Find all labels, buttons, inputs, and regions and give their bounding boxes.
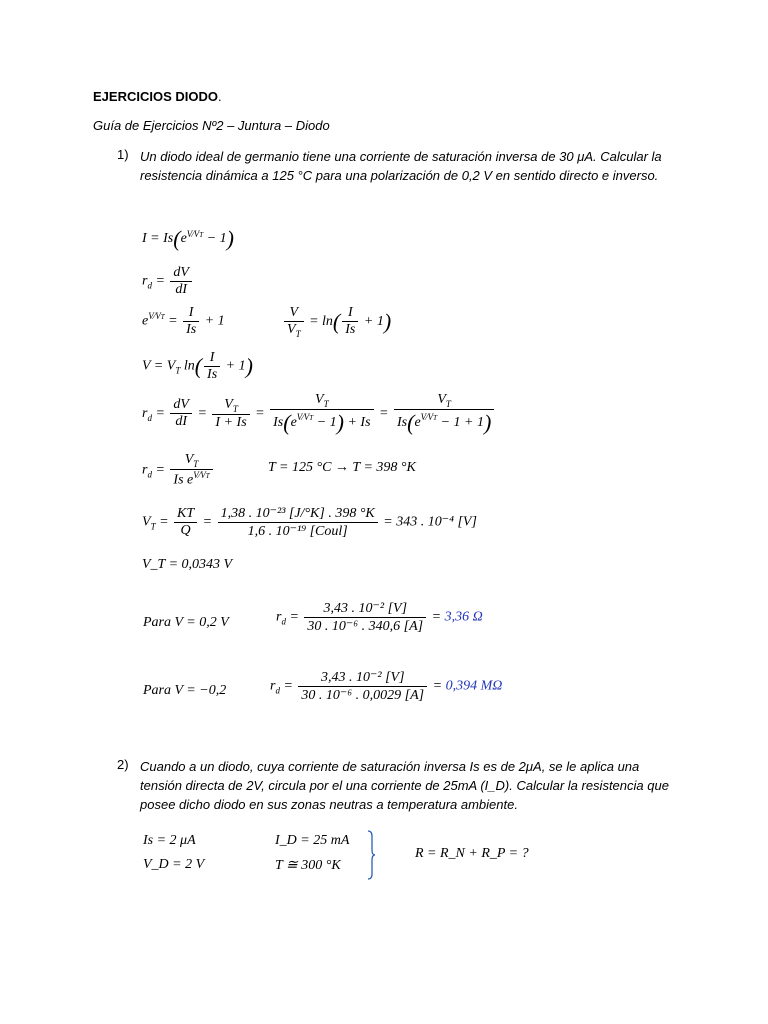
given-t: T ≅ 300 °K: [275, 858, 341, 873]
unknown-resistance: R = R_N + R_P = ?: [415, 846, 529, 861]
exercise-2-number: 2): [117, 757, 129, 772]
case-reverse-label: Para V = −0,2: [143, 683, 227, 698]
eq-rd-definition: $r_d$ = $\frac{dV}{dI}$: [142, 265, 194, 298]
case-forward-label: Para V = 0,2 V: [143, 615, 229, 630]
case-reverse-result: 0,394 MΩ: [445, 678, 503, 694]
eq-diode-current: $I = Is(e^{V⁄VT} - 1)$: [142, 226, 234, 251]
exercise-2-statement: Cuando a un diodo, cuya corriente de saturación inversa Is es de 2μA, se le aplica una tensión directa de 2V, circula por el una corriente de 25mA (I_D). Calcular la resistencia que posee dicho diodo en sus zonas neutras a temperatura ambiente.: [140, 759, 669, 812]
case-reverse-equation: $r_d$ = $\frac{\text{3,43 . 10⁻² [V]}}{\text{30 . 10⁻⁶ . 0,0029 [A]}}$ = 0,394 MΩ: [270, 670, 503, 703]
eq-ln-ratio: $\frac{V}{V_T}$ = ln( $\frac{I}{Is}$ + 1): [282, 305, 391, 339]
case-forward-result: 3,36 Ω: [444, 609, 483, 625]
case-forward-equation: $r_d$ = $\frac{\text{3,43 . 10⁻² [V]}}{\text{30 . 10⁻⁶ . 340,6 [A]}}$ = 3,36 Ω: [276, 601, 483, 634]
eq-temperature: T = 125 °C → T = 398 °K: [268, 460, 416, 475]
eq-rd-derivation: $r_d$ = $\frac{dV}{dI}$ = $\frac{V_T}{I + Is}$ = $\frac{V_T}{Is(e^{V⁄VT} - 1) + Is}$ = $\frac{V_T}{Is(e^{V⁄VT} - 1 + 1)}$: [142, 392, 496, 436]
given-vd: V_D = 2 V: [143, 857, 205, 872]
eq-voltage: $V = V_T$ ln( $\frac{I}{Is}$ + 1): [142, 350, 253, 382]
right-brace-icon: [367, 830, 375, 880]
doc-title: EJERCICIOS DIODO.: [93, 89, 222, 104]
doc-subtitle: Guía de Ejercicios Nº2 – Juntura – Diodo: [93, 118, 330, 133]
eq-thermal-voltage-value: V_T = 0,0343 V: [142, 557, 233, 572]
given-is: Is = 2 μA: [143, 833, 196, 848]
eq-rd-simplified: $r_d$ = $\frac{V_T}{Is e^{V⁄VT}}$: [142, 452, 215, 488]
eq-thermal-voltage: $V_T$ = $\frac{KT}{Q}$ = $\frac{\text{1,38 . 10⁻²³ [J/°K] . 398 °K}}{\text{1,6 . 10⁻¹⁹ [Coul]}}$ = 343 . 10⁻⁴ [V]: [142, 506, 477, 539]
given-id: I_D = 25 mA: [275, 833, 350, 848]
eq-exponential: $e^{V⁄VT}$ = $\frac{I}{Is}$ + 1: [142, 305, 225, 337]
exercise-1-statement: Un diodo ideal de germanio tiene una corriente de saturación inversa de 30 μA. Calcular la resistencia dinámica a 125 °C para una polarización de 0,2 V en sentido directo e inverso.: [140, 149, 662, 183]
exercise-1-number: 1): [117, 147, 129, 162]
